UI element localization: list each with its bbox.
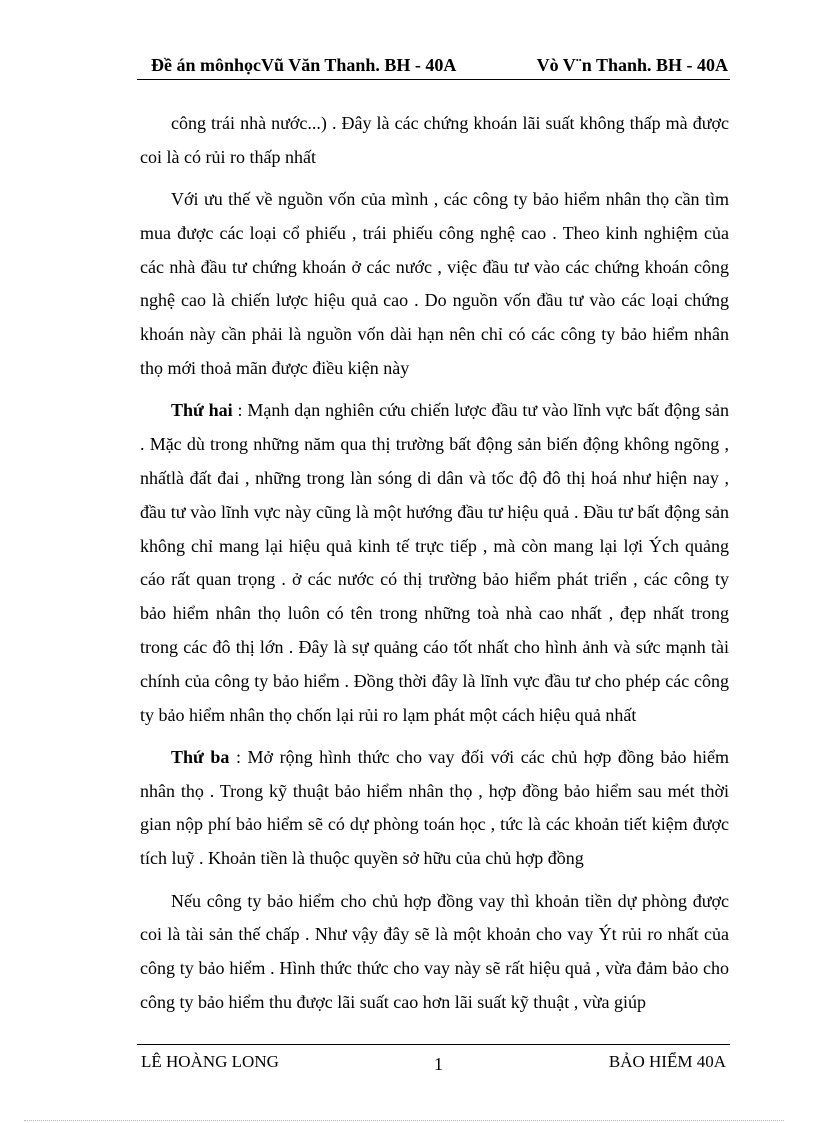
paragraph [140,183,729,386]
footer-class: BẢO HIỂM 40A [608,1052,726,1071]
paragraph [140,741,729,876]
paragraph-lead: Thứ hai [171,400,233,421]
header-right-text: Vò V¨n Thanh. BH - 40A [536,55,728,75]
page-footer [137,1050,730,1076]
page-bottom-divider [24,1120,784,1121]
header-left-text: Đề án mônhọcVũ Văn Thanh. BH - 40A [151,55,457,75]
paragraph [140,885,729,1020]
paragraph-text: Nếu công ty bảo hiểm cho chủ hợp đồng vay thì khoản tiền dự phòng được coi là tài sản thế chấp . Như vậy đây sẽ là một khoản cho vay Ýt rủi ro nhất của công ty bảo hiểm . Hình thức thức cho vay này sẽ rất hiệu quả , vừa đảm bảo cho công ty bảo hiểm thu được lãi suất cao hơn lãi suất kỹ thuật , vừa giúp [140,890,729,1012]
paragraph [140,394,729,732]
footer-author: LÊ HOÀNG LONG [141,1052,279,1071]
paragraph-text: Với ưu thế về nguồn vốn của mình , các công ty bảo hiểm nhân thọ cần tìm mua được các loại cổ phiếu , trái phiếu công nghệ cao . Theo kinh nghiệm của các nhà đầu tư chứng khoán ở các nước , việc đầu tư vào các chứng khoán công nghệ cao là chiến lược hiệu quả cao . Do nguồn vốn đầu tư vào các loại chứng khoán này cần phải là nguồn vốn dài hạn nên chỉ có các công ty bảo hiểm nhân thọ mới thoả mãn được điều kiện này [140,189,729,379]
page-number: 1 [434,1054,443,1074]
document-body [140,107,729,1028]
footer-divider [137,1044,730,1045]
paragraph [140,107,729,175]
paragraph-text: công trái nhà nước...) . Đây là các chứng khoán lãi suất không thấp mà được coi là có rủi ro thấp nhất [140,113,729,167]
page-header [137,53,730,80]
paragraph-lead: Thứ ba [171,746,230,767]
paragraph-text: : Mở rộng hình thức cho vay đối với các chủ hợp đồng bảo hiểm nhân thọ . Trong kỹ thuật bảo hiểm nhân thọ , hợp đồng bảo hiểm sau mét thời gian nộp phí bảo hiểm sẽ có dự phòng toán học , tức là các khoản tiết kiệm được tích luỹ . Khoản tiền là thuộc quyền sở hữu của chủ hợp đồng [140,746,729,869]
paragraph-text: : Mạnh dạn nghiên cứu chiến lược đầu tư vào lĩnh vực bất động sản . Mặc dù trong những năm qua thị trường bất động sản biến động không ngõng , nhấtlà đất đai , những trong làn sóng di dân và tốc độ đô thị hoá như hiện nay , đầu tư vào lĩnh vực này cũng là một hướng đầu tư hiệu quả . Đầu tư bất động sản không chỉ mang lại hiệu quả kinh tế trực tiếp , mà còn mang lại lợi Ých quảng cáo rất quan trọng . ở các nước có thị trường bảo hiểm phát triển , các công ty bảo hiểm nhân thọ luôn có tên trong những toà nhà cao nhất , đẹp nhất trong trong các đô thị lớn . Đây là sự quảng cáo tốt nhất cho hình ảnh và sức mạnh tài chính của công ty bảo hiểm . Đồng thời đây là lĩnh vực đầu tư cho phép các công ty bảo hiểm nhân thọ chốn lại rủi ro lạm phát một cách hiệu quả nhất [140,400,729,725]
